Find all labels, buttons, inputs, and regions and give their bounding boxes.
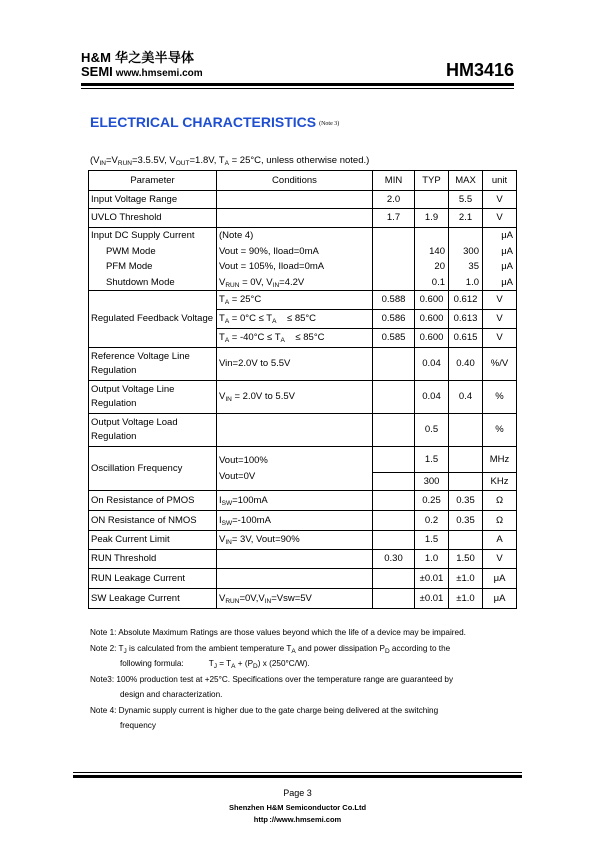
table-row: [89, 589, 517, 609]
param-cell: SW Leakage Current: [89, 589, 217, 609]
cond-cell: Vout=100% Vout=0V: [217, 447, 373, 491]
col-header: MIN: [373, 171, 415, 191]
max-cell: [449, 531, 483, 550]
param-cell: On Resistance of PMOS: [89, 491, 217, 511]
cond-cell: $T_A = 0^\circ C \le T_A$ ≤ 85°C: [217, 310, 373, 329]
unit-cell: V: [483, 550, 517, 569]
note-3-cont: design and characterization.: [120, 690, 223, 699]
min-cell: [373, 589, 415, 609]
unit-cell: Ω: [483, 491, 517, 511]
cond-cell: $V_{RUN}=0V,V_{IN}=Vsw=5V$: [217, 589, 373, 609]
unit-cell: A: [483, 531, 517, 550]
max-cell: 2.1: [449, 209, 483, 228]
min-cell: 0.588: [373, 291, 415, 310]
min-cell: 1.7: [373, 209, 415, 228]
unit-cell: MHz: [483, 447, 517, 473]
max-cell: ±1.0: [449, 589, 483, 609]
electrical-characteristics-table: [88, 170, 517, 609]
unit-cell: V: [483, 310, 517, 329]
param-cell: Input Voltage Range: [89, 191, 217, 209]
param-cell: ON Resistance of NMOS: [89, 511, 217, 531]
cond-cell: $T_A = 25^\circ C$: [217, 291, 373, 310]
typ-cell: 0.25: [415, 491, 449, 511]
cond-cell: [217, 550, 373, 569]
typ-cell: 0.04: [415, 381, 449, 414]
max-cell: 0.4: [449, 381, 483, 414]
cond-cell: [217, 209, 373, 228]
unit-cell: %: [483, 381, 517, 414]
table-row: [89, 191, 517, 209]
max-cell: 300 35 1.0: [449, 228, 483, 291]
min-cell: 0.585: [373, 329, 415, 348]
cond-cell: $I_{SW}=100mA$: [217, 491, 373, 511]
table-row: [89, 209, 517, 228]
unit-cell: KHz: [483, 473, 517, 491]
typ-cell: 0.600: [415, 329, 449, 348]
header-rule: [81, 83, 514, 86]
param-cell: Input DC Supply Current PWM Mode PFM Mode Shutdown Mode: [89, 228, 217, 291]
table-row: [89, 569, 517, 589]
typ-cell: 1.0: [415, 550, 449, 569]
table-row: [89, 381, 517, 414]
max-cell: 0.35: [449, 491, 483, 511]
table-row: [89, 291, 517, 310]
table-row: [89, 228, 517, 291]
table-row: [89, 511, 517, 531]
typ-cell: 0.2: [415, 511, 449, 531]
param-cell: Output Voltage Line Regulation: [89, 381, 217, 414]
max-cell: 5.5: [449, 191, 483, 209]
max-cell: 0.40: [449, 348, 483, 381]
footer-rule-thin: [73, 772, 522, 773]
company-logo: [81, 51, 203, 81]
col-header: TYP: [415, 171, 449, 191]
note-1: Note 1: Absolute Maximum Ratings are those values beyond which the life of a device may be impaired.: [90, 628, 466, 637]
min-cell: [373, 414, 415, 447]
max-cell: [449, 447, 483, 473]
note-2: Note 2: $T_J$ is calculated from the ambient temperature $T_A$ and power dissipation $P_D$ according to the: [90, 643, 451, 655]
cond-cell: $I_{SW}=-100mA$: [217, 511, 373, 531]
test-conditions: ($V_{IN}=V_{RUN}=3.5.5V$, $V_{OUT}=1.8V$, $T_A = 25^\circ C$, unless otherwise noted.): [90, 155, 370, 167]
min-cell: 2.0: [373, 191, 415, 209]
min-cell: [373, 531, 415, 550]
logo-semi: SEMI: [81, 64, 113, 79]
cond-cell: (Note 4) Vout = 90%, Iload=0mA Vout = 105%, Iload=0mA $V_{RUN} = 0V$, $V_{IN}=4.2V$: [217, 228, 373, 291]
note-4: Note 4: Dynamic supply current is higher due to the gate charge being delivered at the switching: [90, 705, 439, 715]
param-cell: Reference Voltage Line Regulation: [89, 348, 217, 381]
table-row: [89, 550, 517, 569]
notes-section: [90, 625, 520, 734]
cond-cell: Vin=2.0V to 5.5V: [217, 348, 373, 381]
table-row: [89, 348, 517, 381]
param-cell: Peak Current Limit: [89, 531, 217, 550]
typ-cell: 0.600: [415, 291, 449, 310]
min-cell: [373, 381, 415, 414]
col-header: Conditions: [217, 171, 373, 191]
typ-cell: 300: [415, 473, 449, 491]
logo-hm: H&M: [81, 50, 112, 65]
header-url: www.hmsemi.com: [115, 68, 203, 79]
part-number: HM3416: [445, 60, 514, 80]
unit-cell: %: [483, 414, 517, 447]
unit-cell: μA: [483, 569, 517, 589]
typ-cell: 1.5: [415, 447, 449, 473]
unit-cell: Ω: [483, 511, 517, 531]
footer-url: http ://www.hmsemi.com: [253, 815, 342, 824]
table-row: [89, 491, 517, 511]
min-cell: 0.586: [373, 310, 415, 329]
unit-cell: μA: [483, 589, 517, 609]
page-number: Page 3: [283, 788, 312, 798]
logo-chinese: 华之美半导体: [115, 50, 195, 65]
cond-cell: [217, 191, 373, 209]
note-4-cont: frequency: [120, 721, 156, 730]
cond-cell: $V_{IN} = 2.0V$ to 5.5V: [217, 381, 373, 414]
min-cell: [373, 511, 415, 531]
typ-cell: ±0.01: [415, 569, 449, 589]
note-3: Note3: 100% production test at +25°C. Specifications over the temperature range are guaranteed by: [90, 674, 454, 684]
typ-cell: 1.9: [415, 209, 449, 228]
max-cell: [449, 473, 483, 491]
note-2-formula: following formula: $T_J = T_A + (P_D)$ x (250°C/W).: [120, 659, 310, 670]
min-cell: [373, 473, 415, 491]
min-cell: 0.30: [373, 550, 415, 569]
max-cell: 0.612: [449, 291, 483, 310]
unit-cell: V: [483, 329, 517, 348]
param-cell: RUN Leakage Current: [89, 569, 217, 589]
min-cell: [373, 447, 415, 473]
min-cell: [373, 491, 415, 511]
col-header: unit: [483, 171, 517, 191]
max-cell: 1.50: [449, 550, 483, 569]
max-cell: [449, 414, 483, 447]
unit-cell: V: [483, 191, 517, 209]
cond-cell: $T_A = -40^\circ C \le T_A$ ≤ 85°C: [217, 329, 373, 348]
max-cell: 0.613: [449, 310, 483, 329]
min-cell: [373, 348, 415, 381]
header-rule-thin: [81, 88, 514, 89]
table-row: [89, 531, 517, 550]
cond-cell: $V_{IN}= 3V$, Vout=90%: [217, 531, 373, 550]
typ-cell: 1.5: [415, 531, 449, 550]
unit-cell: %/V: [483, 348, 517, 381]
typ-cell: [415, 191, 449, 209]
col-header: Parameter: [89, 171, 217, 191]
col-header: MAX: [449, 171, 483, 191]
cond-cell: [217, 414, 373, 447]
param-cell: RUN Threshold: [89, 550, 217, 569]
typ-cell: 140 20 0.1: [415, 228, 449, 291]
min-cell: [373, 569, 415, 589]
unit-cell: μA μA μA μA: [483, 228, 517, 291]
typ-cell: 0.04: [415, 348, 449, 381]
min-cell: [373, 228, 415, 291]
footer-company: Shenzhen H&M Semiconductor Co.Ltd: [228, 803, 367, 812]
cond-cell: [217, 569, 373, 589]
title-note: (Note 3): [319, 121, 340, 127]
max-cell: ±1.0: [449, 569, 483, 589]
unit-cell: V: [483, 209, 517, 228]
unit-cell: V: [483, 291, 517, 310]
section-title: ELECTRICAL CHARACTERISTICS (Note 3): [90, 114, 340, 130]
param-cell: Oscillation Frequency: [89, 447, 217, 491]
param-cell: Output Voltage Load Regulation: [89, 414, 217, 447]
table-row: [89, 447, 517, 473]
max-cell: 0.615: [449, 329, 483, 348]
footer-rule: [73, 775, 522, 778]
max-cell: 0.35: [449, 511, 483, 531]
param-cell: Regulated Feedback Voltage: [89, 291, 217, 348]
table-header-row: [89, 171, 517, 191]
typ-cell: 0.600: [415, 310, 449, 329]
table-row: [89, 414, 517, 447]
param-cell: UVLO Threshold: [89, 209, 217, 228]
typ-cell: 0.5: [415, 414, 449, 447]
typ-cell: ±0.01: [415, 589, 449, 609]
